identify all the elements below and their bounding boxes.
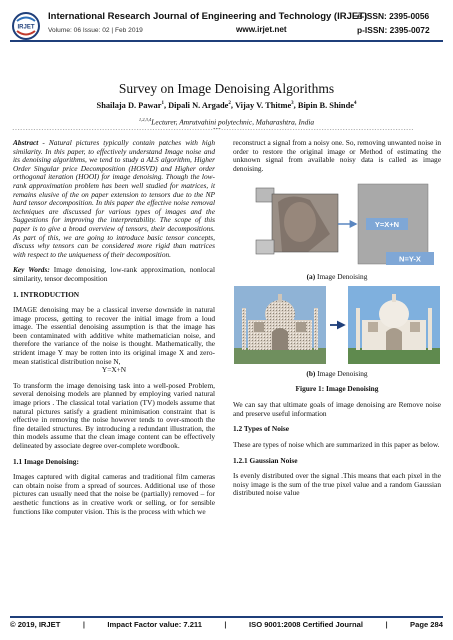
footer-iso: ISO 9001:2008 Certified Journal bbox=[249, 620, 363, 629]
section-heading-image-denoising: 1.1 Image Denoising: bbox=[13, 456, 79, 466]
footer bbox=[10, 620, 443, 629]
left-column bbox=[13, 139, 215, 523]
irjet-logo bbox=[11, 11, 41, 41]
figure-b-caption-label: (b) bbox=[306, 368, 316, 378]
figure-a-caption-label: (a) bbox=[306, 272, 316, 282]
e-issn: e-ISSN: 2395-0056 bbox=[357, 11, 430, 21]
paper-title: Survey on Image Denoising Algorithms bbox=[118, 81, 335, 96]
abstract bbox=[13, 139, 215, 259]
header-rule bbox=[10, 40, 443, 42]
logo-text: IRJET bbox=[17, 24, 35, 31]
author-name: Vijay V. Thitme bbox=[234, 101, 292, 110]
denoised-taj-image bbox=[348, 286, 440, 364]
figure-1-caption: Figure 1: Image Denoising bbox=[295, 383, 379, 393]
author-sup: 4 bbox=[353, 101, 357, 107]
author-sup: 1 bbox=[161, 101, 164, 107]
equation-box-y-label: Y=X+N bbox=[374, 220, 400, 230]
journal-name: International Research Journal of Engineering and Technology (IRJET) bbox=[48, 11, 368, 22]
footer-rule bbox=[10, 616, 443, 618]
figure-a-diagram bbox=[238, 182, 436, 269]
right-paragraph-1: reconstruct a signal from a noisy one. So, removing unwanted noise in order to restore the original image or Method of estimating the unknown signal from available noisy data is called as image denoising. bbox=[233, 138, 441, 173]
keywords-label: Key Words: bbox=[13, 265, 50, 275]
section-separator: ----------------------------------------------------------------------------***------------------------------------------------------------------------- bbox=[12, 128, 414, 133]
image-denoising-paragraph: Images captured with digital cameras and traditional film cameras can obtain noise from a spread of sources. Additional use of those pictures can usually need that the noise be (partially) removed – for aesthetic functions as in creative work or selling, or for sensible functions like computer vision. This is the process with which we bbox=[13, 472, 215, 516]
right-column bbox=[233, 139, 441, 505]
footer-page-number: Page 284 bbox=[410, 620, 443, 629]
footer-separator: | bbox=[224, 620, 227, 629]
footer-separator: | bbox=[82, 620, 85, 629]
equation-box-n-label: N=Y-X bbox=[399, 254, 421, 264]
types-of-noise-paragraph: These are types of noise which are summarized in this paper as below. bbox=[233, 439, 440, 449]
keywords-text: Image denoising, low-rank approximation, nonlocal similarity, tensor decomposition bbox=[13, 265, 215, 283]
section-heading-introduction: 1. INTRODUCTION bbox=[13, 289, 80, 299]
abstract-text: - Natural pictures typically contain patches with high similarity. In this paper, to effectively understand Image noise and its denoising algorithms, we tend to study a ALS algorithm, Higher Order Singular price Decomposition (HOSVD) and Higher order orthogonal iteration (HOOI) for image denoising. Though the low-rank approximation problem has been well studied for matrices, it remains elusive of the on paper extension to tensors due to the NP hard tensor decomposition. In this paper the effective noise removal techniques are discussed for various types of images and the Suggestions for improving the interpretability. The scope of this paper is to give a broad overview of tensors, their decompositions. As part of this, we are going to introduce basic tensor concepts, discuss why tensors can be considered more rigid than matrices with respect to the uniqueness of their decomposition. bbox=[13, 138, 215, 259]
affiliation bbox=[0, 117, 453, 126]
footer-separator: | bbox=[385, 620, 388, 629]
figure-a-caption bbox=[233, 273, 441, 282]
noisy-patch-bottom bbox=[256, 240, 274, 254]
affiliation-text: Lecturer, Amrutvahini polytechnic, Maharashtra, India bbox=[151, 117, 315, 127]
journal-website-link[interactable]: www.irjet.net bbox=[236, 25, 287, 34]
author-sup: 2 bbox=[228, 101, 231, 107]
figure-a bbox=[238, 182, 436, 269]
noisy-taj-image bbox=[234, 286, 326, 364]
footer-impact-factor: Impact Factor value: 7.211 bbox=[107, 620, 202, 629]
author-list: Shailaja D. Pawar$^1$, Dipali N. Argade$^2$, Vijay V. Thitme$^3$, Bipin B. Shinde$^4$ bbox=[96, 101, 357, 110]
affiliation-sup: 1,2,3,4 bbox=[138, 117, 152, 122]
keywords bbox=[13, 266, 215, 283]
figure-b bbox=[234, 286, 440, 364]
noisy-patch-top bbox=[256, 188, 274, 202]
volume-issue: Volume: 06 Issue: 02 | Feb 2019 bbox=[48, 27, 143, 34]
author-name: Shailaja D. Pawar bbox=[96, 101, 162, 110]
section-heading-gaussian-noise: 1.2.1 Gaussian Noise bbox=[233, 455, 298, 465]
section-heading-types-of-noise: 1.2 Types of Noise bbox=[233, 424, 290, 434]
footer-copyright: © 2019, IRJET bbox=[10, 620, 61, 629]
figure-a-caption-text: Image Denoising bbox=[315, 272, 368, 282]
intro-paragraph-1: IMAGE denoising may be a classical inverse downside in natural image process, getting to recover the initial image from a loud image. The essential denoising assumption is that the image has been contaminated with additive white mathematician noise, and therefore the variance of the noise is thought. Mathematically, the strident image Y may be rotten into its original image X and zero-mean statistical distribution noise N, bbox=[13, 305, 215, 366]
author-name: Dipali N. Argade bbox=[168, 101, 229, 110]
equation: Y=X+N bbox=[101, 365, 127, 375]
abstract-label: Abstract bbox=[13, 138, 39, 147]
p-issn: p-ISSN: 2395-0072 bbox=[357, 25, 430, 35]
author-sup: 3 bbox=[291, 101, 294, 107]
figure-b-caption bbox=[233, 370, 441, 379]
intro-paragraph-2: To transform the image denoising task into a well-posed Problem, several denoising models are planned by employing varied natural image priors . The classical total variation (TV) models assume that natural pictures satisfy a gradient minimisation constraint that is effective in removing the noise however tends to over-smooth the fine detailed structures. By introducing a redundant illustration, the thin models assume that the clean image content can be effectively delineated by associate degree over-complete wordbook. bbox=[13, 380, 215, 450]
figure-b-images bbox=[234, 286, 440, 364]
right-paragraph-2: We can say that ultimate goals of image denoising are Remove noise and preserve useful information bbox=[233, 400, 441, 418]
author-name: Bipin B. Shinde bbox=[297, 101, 354, 110]
gaussian-noise-paragraph: Is evenly distributed over the signal .This means that each pixel in the noisy image is the sum of the true pixel value and a random Gaussian distributed noise value bbox=[233, 471, 441, 498]
figure-b-caption-text: Image Denoising bbox=[315, 368, 368, 378]
